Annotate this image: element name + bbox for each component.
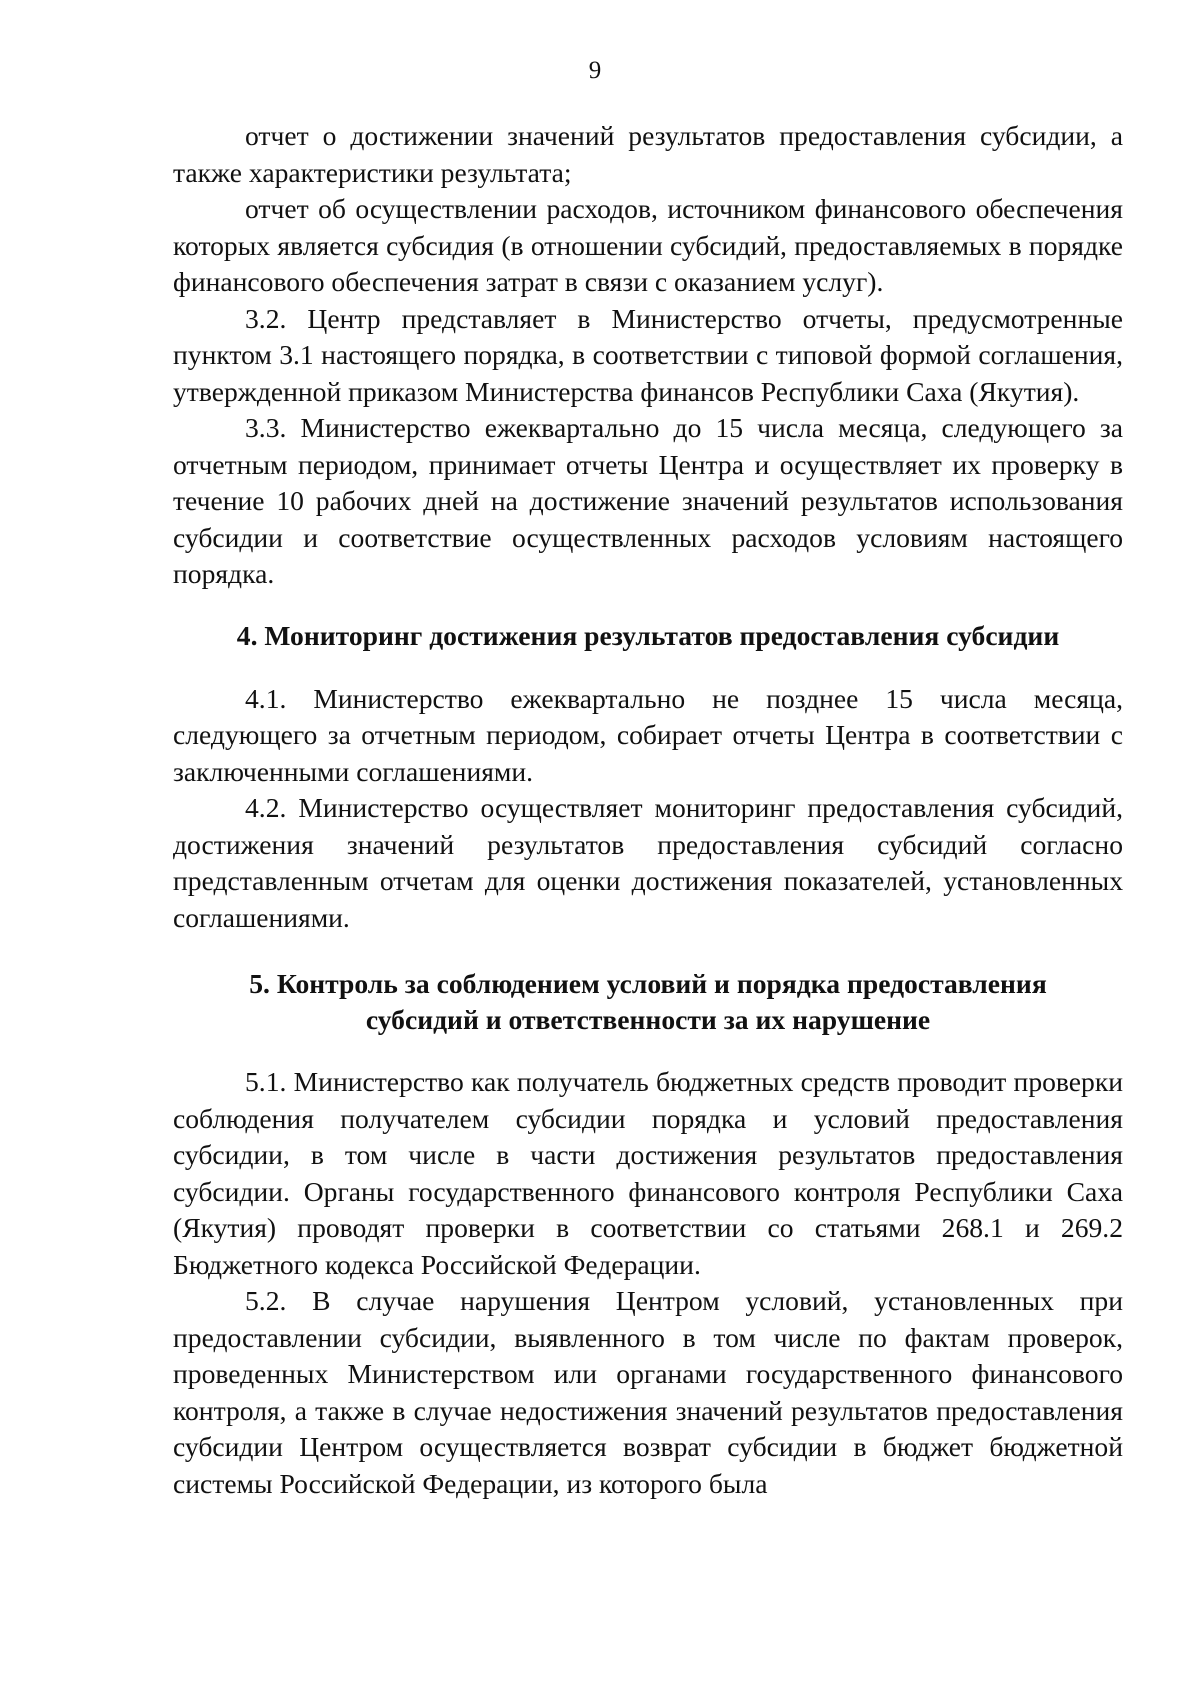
page-number: 9 bbox=[588, 57, 602, 84]
section-5-heading-line-2: субсидий и ответственности за их нарушение bbox=[365, 1004, 931, 1035]
paragraph-report-results: отчет о достижении значений результатов предоставления субсидии, а также характеристики результата; bbox=[173, 120, 1123, 188]
paragraph-3-2: 3.2. Центр представляет в Министерство отчеты, предусмотренные пунктом 3.1 настоящего порядка, в соответствии с типовой формой соглашения, утвержденной приказом Министерства финансов Республики Саха (Якутия). bbox=[173, 302, 1123, 407]
paragraph-5-1: 5.1. Министерство как получатель бюджетных средств проводит проверки соблюдения получателем субсидии порядка и условий предоставления субсидии, в том числе в части достижения результатов предоставления субсидии. Органы государственного финансового контроля Республики Саха (Якутия) проводят проверки в соответствии со статьями 268.1 и 269.2 Бюджетного кодекса Российской Федерации. bbox=[173, 1066, 1123, 1280]
paragraph-5-2: 5.2. В случае нарушения Центром условий, установленных при предоставлении субсидии, выявленного в том числе по фактам проверок, проведенных Министерством или органами государственного финансового контроля, а также в случае недостижения значений результатов предоставления субсидии Центром осуществляется возврат субсидии в бюджет бюджетной системы Российской Федерации, из которого была bbox=[173, 1285, 1123, 1499]
section-5-heading-line-1: 5. Контроль за соблюдением условий и порядка предоставления bbox=[249, 968, 1047, 999]
section-5-heading bbox=[173, 966, 1123, 1038]
section-4-heading: 4. Мониторинг достижения результатов предоставления субсидии bbox=[236, 619, 1060, 651]
paragraph-4-1: 4.1. Министерство ежеквартально не позднее 15 числа месяца, следующего за отчетным периодом, собирает отчеты Центра в соответствии с заключенными соглашениями. bbox=[173, 682, 1123, 787]
paragraph-3-3: 3.3. Министерство ежеквартально до 15 числа месяца, следующего за отчетным периодом, принимает отчеты Центра и осуществляет их проверку в течение 10 рабочих дней на достижение значений результатов использования субсидии и соответствие осуществленных расходов условиям настоящего порядка. bbox=[173, 412, 1123, 589]
paragraph-4-2: 4.2. Министерство осуществляет мониторинг предоставления субсидий, достижения значений результатов предоставления субсидий согласно представленным отчетам для оценки достижения показателей, установленных соглашениями. bbox=[173, 792, 1123, 933]
document-body bbox=[173, 118, 1123, 1502]
paragraph-report-expenses: отчет об осуществлении расходов, источником финансового обеспечения которых является субсидия (в отношении субсидий, предоставляемых в порядке финансового обеспечения затрат в связи с оказанием услуг). bbox=[173, 193, 1123, 297]
